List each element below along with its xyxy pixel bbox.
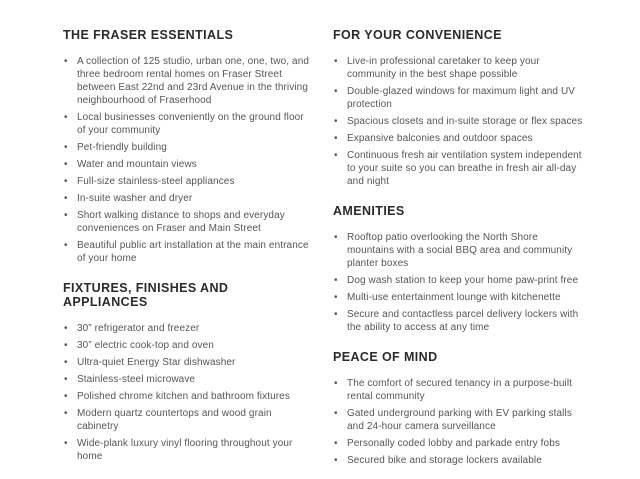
list-item: • Spacious closets and in-suite storage or flex spaces <box>333 115 583 128</box>
list-item: • Secured bike and storage lockers available <box>333 454 583 467</box>
bullet-list <box>333 377 583 467</box>
list-item: • Dog wash station to keep your home paw-print free <box>333 274 583 287</box>
right-column <box>333 28 583 471</box>
list-item: • Double-glazed windows for maximum light and UV protection <box>333 85 583 111</box>
list-item: • Secure and contactless parcel delivery lockers with the ability to access at any time <box>333 308 583 334</box>
left-column <box>63 28 313 471</box>
list-item: • Personally coded lobby and parkade entry fobs <box>333 437 583 450</box>
section-title: PEACE OF MIND <box>333 350 438 364</box>
section-title: FIXTURES, FINISHES AND APPLIANCES <box>63 281 229 309</box>
list-item: • Polished chrome kitchen and bathroom fixtures <box>63 390 313 403</box>
section-peace-of-mind <box>333 350 583 467</box>
list-item: • Ultra-quiet Energy Star dishwasher <box>63 356 313 369</box>
list-item: • Beautiful public art installation at the main entrance of your home <box>63 239 313 265</box>
list-item: • Rooftop patio overlooking the North Shore mountains with a social BBQ area and community planter boxes <box>333 231 583 270</box>
list-item: • Wide-plank luxury vinyl flooring throughout your home <box>63 437 313 463</box>
list-item: • Live-in professional caretaker to keep your community in the best shape possible <box>333 55 583 81</box>
bullet-list <box>63 322 313 463</box>
list-item: • Modern quartz countertops and wood grain cabinetry <box>63 407 313 433</box>
section-title: THE FRASER ESSENTIALS <box>63 28 234 42</box>
bullet-list <box>333 231 583 334</box>
list-item: • A collection of 125 studio, urban one, one, two, and three bedroom rental homes on Fraser Street between East 22nd and 23rd Avenue in the thriving neighbourhood of Fraserhood <box>63 55 313 107</box>
list-item: • Full-size stainless-steel appliances <box>63 175 313 188</box>
list-item: • 30” electric cook-top and oven <box>63 339 313 352</box>
list-item: • Local businesses conveniently on the ground floor of your community <box>63 111 313 137</box>
list-item: • Expansive balconies and outdoor spaces <box>333 132 583 145</box>
section-fixtures-finishes-appliances <box>63 281 313 463</box>
bullet-list <box>63 55 313 265</box>
list-item: • Continuous fresh air ventilation system independent to your suite so you can breathe in fresh air all-day and night <box>333 149 583 188</box>
list-item: • 30” refrigerator and freezer <box>63 322 313 335</box>
section-amenities <box>333 204 583 334</box>
section-for-your-convenience <box>333 28 583 188</box>
list-item: • Multi-use entertainment lounge with kitchenette <box>333 291 583 304</box>
list-item: • Water and mountain views <box>63 158 313 171</box>
list-item: • The comfort of secured tenancy in a purpose-built rental community <box>333 377 583 403</box>
section-title: FOR YOUR CONVENIENCE <box>333 28 502 42</box>
list-item: • Short walking distance to shops and everyday conveniences on Fraser and Main Street <box>63 209 313 235</box>
section-title: AMENITIES <box>333 204 405 218</box>
list-item: • Gated underground parking with EV parking stalls and 24-hour camera surveillance <box>333 407 583 433</box>
list-item: • In-suite washer and dryer <box>63 192 313 205</box>
bullet-list <box>333 55 583 188</box>
list-item: • Pet-friendly building <box>63 141 313 154</box>
section-fraser-essentials <box>63 28 313 265</box>
list-item: • Stainless-steel microwave <box>63 373 313 386</box>
